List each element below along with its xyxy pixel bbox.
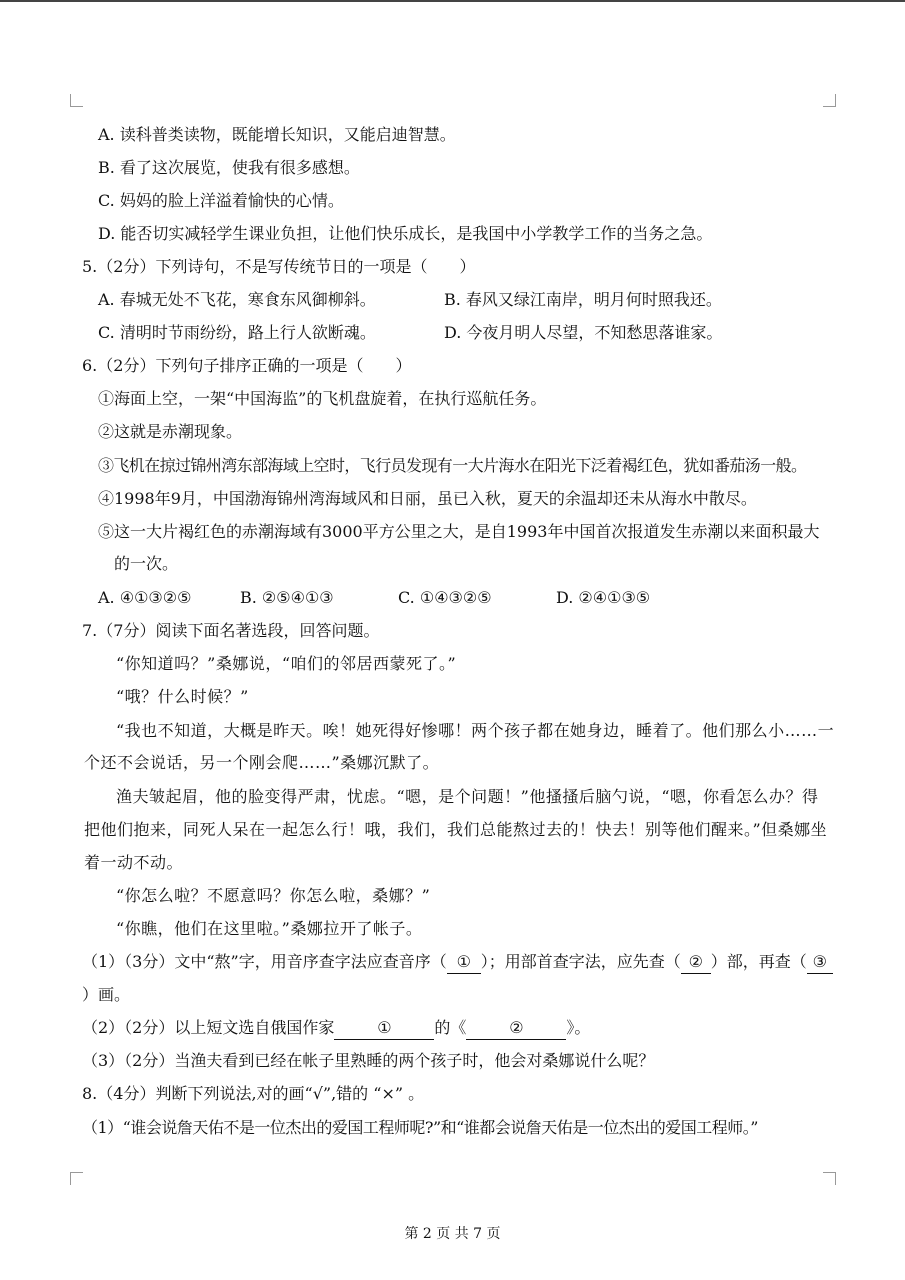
q7-sub1-text-a: （1）（3分）文中“熬”字，用音序查字法应查音序（ xyxy=(82,952,447,971)
q5-option-c: C. 清明时节雨纷纷，路上行人欲断魂。 xyxy=(98,323,376,342)
q6-sentence-5: ⑤这一大片褐红色的赤潮海域有3000平方公里之大，是自1993年中国首次报道发生赤潮以来面积最大 xyxy=(98,522,820,541)
q7-sub2 xyxy=(82,1017,590,1040)
q4-option-d: D. 能否切实减轻学生课业负担，让他们快乐成长，是我国中小学教学工作的当务之急。 xyxy=(98,224,713,243)
q6-sentence-2: ②这就是赤潮现象。 xyxy=(98,422,243,441)
q7-sub1-blank-3[interactable]: ③ xyxy=(807,951,833,974)
q7-passage-p3: “我也不知道，大概是昨天。唉！她死得好惨哪！两个孩子都在她身边，睡着了。他们那么小……一 xyxy=(116,721,835,740)
q7-sub3: （3）（2分）当渔夫看到已经在帐子里熟睡的两个孩子时，他会对桑娜说什么呢？ xyxy=(82,1051,655,1070)
q7-passage-p3-cont: 个还不会说话，另一个刚会爬……”桑娜沉默了。 xyxy=(84,753,440,772)
q6-option-b: B. ②⑤④①③ xyxy=(240,588,334,607)
q7-sub1-blank-2[interactable]: ② xyxy=(681,951,711,974)
q4-option-b: B. 看了这次展览，使我有很多感想。 xyxy=(98,158,360,177)
q6-stem: 6.（2分）下列句子排序正确的一项是（ ） xyxy=(82,356,412,375)
q6-option-d: D. ②④①③⑤ xyxy=(556,588,651,607)
q7-passage-p5: “你怎么啦？不愿意吗？你怎么啦，桑娜？” xyxy=(116,886,431,905)
q4-option-c: C. 妈妈的脸上洋溢着愉快的心情。 xyxy=(98,191,344,210)
q5-stem: 5.（2分）下列诗句，不是写传统节日的一项是（ ） xyxy=(82,257,476,276)
q7-sub1-text-d: ）部，再查（ xyxy=(710,952,807,971)
q8-stem: 8.（4分）判断下列说法,对的画“√”,错的 “×” 。 xyxy=(82,1084,425,1103)
q6-option-c: C. ①④③②⑤ xyxy=(398,588,492,607)
q7-sub2-text-d: 》。 xyxy=(566,1018,591,1037)
q7-passage-p4-cont1: 把他们抱来，同死人呆在一起怎么行！哦，我们，我们总能熬过去的！快去！别等他们醒来。”但桑娜坐 xyxy=(84,820,828,839)
q7-sub1-blank-1[interactable]: ① xyxy=(447,951,481,974)
q5-option-d: D. 今夜月明人尽望，不知愁思落谁家。 xyxy=(444,323,723,342)
page-number-footer: 第 2 页 共 7 页 xyxy=(404,1226,501,1242)
q6-sentence-1: ①海面上空，一架“中国海监”的飞机盘旋着，在执行巡航任务。 xyxy=(98,389,547,408)
q7-sub1-cont: ）画。 xyxy=(82,985,131,1004)
crop-mark-bottom-left xyxy=(70,1172,83,1185)
q6-sentence-3: ③飞机在掠过锦州湾东部海域上空时，飞行员发现有一大片海水在阳光下泛着褐红色，犹如番茄汤一般。 xyxy=(98,456,807,475)
q7-passage-p6: “你瞧，他们在这里啦。”桑娜拉开了帐子。 xyxy=(116,919,423,938)
q7-sub2-text-c: 的《 xyxy=(434,1018,467,1037)
q7-sub2-blank-2[interactable]: ② xyxy=(466,1017,566,1040)
crop-mark-top-right xyxy=(823,94,836,107)
q7-passage-p2: “哦？什么时候？” xyxy=(116,687,249,706)
top-border-line xyxy=(0,0,905,2)
q7-passage-p4-cont2: 着一动不动。 xyxy=(84,853,184,872)
crop-mark-top-left xyxy=(70,94,83,107)
q7-passage-p4: 渔夫皱起眉，他的脸变得严肃，忧虑。“嗯，是个问题！”他搔搔后脑勺说，“嗯，你看怎么办？得 xyxy=(116,787,819,806)
q7-passage-p1: “你知道吗？”桑娜说，“咱们的邻居西蒙死了。” xyxy=(116,654,457,673)
q5-option-b: B. 春风又绿江南岸，明月何时照我还。 xyxy=(444,290,722,309)
q6-sentence-5-cont: 的一次。 xyxy=(114,554,179,573)
q7-stem: 7.（7分）阅读下面名著选段，回答问题。 xyxy=(82,621,380,640)
q8-sub1: （1）“谁会说詹天佑不是一位杰出的爱国工程师呢?”和“谁都会说詹天佑是一位杰出的爱国工程师。” xyxy=(82,1118,758,1137)
q7-sub2-text-a: （2）（2分）以上短文选自俄国作家 xyxy=(82,1018,335,1037)
q7-sub1-text-c: ）；用部首查字法，应先查（ xyxy=(480,952,681,971)
q4-option-a: A. 读科普类读物，既能增长知识，又能启迪智慧。 xyxy=(98,125,456,144)
q7-sub2-blank-1[interactable]: ① xyxy=(334,1017,434,1040)
q7-sub1 xyxy=(82,951,833,974)
q5-option-a: A. 春城无处不飞花，寒食东风御柳斜。 xyxy=(98,290,376,309)
q6-option-a: A. ④①③②⑤ xyxy=(98,588,192,607)
crop-mark-bottom-right xyxy=(823,1172,836,1185)
q6-sentence-4: ④1998年9月，中国渤海锦州湾海域风和日丽，虽已入秋，夏天的余温却还未从海水中散尽。 xyxy=(98,489,757,508)
